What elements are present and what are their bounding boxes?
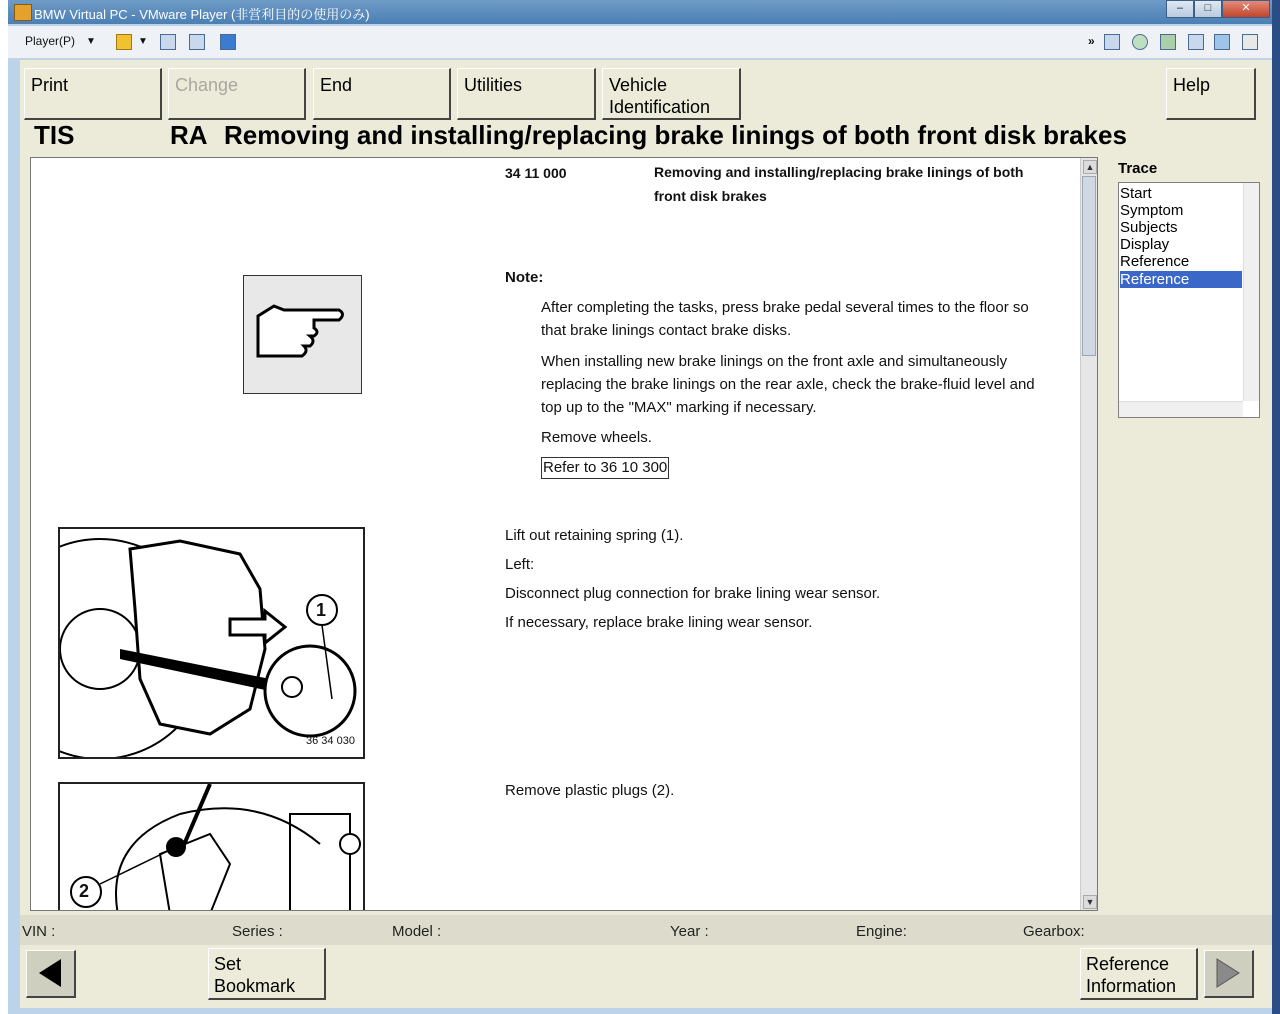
document-scrollbar[interactable] — [1080, 158, 1098, 910]
app-label: TIS — [34, 120, 75, 150]
player-menu-chevron-icon[interactable]: ▼ — [86, 36, 96, 47]
vin-label: VIN : — [22, 923, 56, 940]
step-remove-plugs: Remove plastic plugs (2). — [505, 782, 675, 799]
tis-client-area — [20, 60, 1272, 1008]
note-label: Note: — [505, 269, 544, 286]
trace-hscroll[interactable] — [1119, 401, 1243, 417]
figure1-code: 36 34 030 — [306, 735, 355, 747]
brake-caliper-figure — [58, 527, 365, 759]
ref-info-label-line2: Information — [1086, 976, 1177, 996]
app-icon — [14, 4, 32, 21]
note2-line1: When installing new brake linings on the front axle and simultaneously — [541, 353, 1008, 370]
cdrom-icon[interactable] — [1132, 34, 1148, 50]
figure1-callout: 1 — [316, 600, 327, 620]
note2-line2: replacing the brake linings on the rear axle, check the brake-fluid level and — [541, 376, 1035, 393]
print-button[interactable] — [24, 68, 162, 120]
help-label: Help — [1173, 75, 1211, 95]
step-lift-spring: Lift out retaining spring (1). — [505, 527, 684, 544]
title-bar[interactable] — [8, 0, 1272, 24]
change-button[interactable] — [168, 68, 306, 120]
trace-item-start[interactable]: Start — [1120, 185, 1152, 202]
message-icon[interactable] — [1242, 34, 1258, 50]
player-menu[interactable]: Player(P) — [25, 34, 76, 48]
restore-button[interactable]: □ — [1194, 0, 1222, 18]
scroll-up-icon[interactable]: ▲ — [1083, 160, 1097, 174]
figure2-callout: 2 — [79, 881, 90, 901]
step-disconnect-plug: Disconnect plug connection for brake lining wear sensor. — [505, 585, 881, 602]
trace-item-reference[interactable]: Reference — [1120, 253, 1190, 270]
window-title: BMW Virtual PC - VMware Player (非営利目的の使用のみ) — [34, 7, 370, 22]
series-label: Series : — [232, 923, 283, 940]
ref-info-label-line1: Reference — [1086, 954, 1170, 974]
forward-button[interactable] — [1204, 950, 1254, 998]
fullscreen-icon[interactable] — [189, 34, 205, 50]
trace-list[interactable] — [1118, 182, 1260, 418]
plastic-plugs-figure — [58, 782, 365, 911]
trace-item-display[interactable]: Display — [1120, 236, 1170, 253]
forward-arrow-icon — [1205, 951, 1251, 995]
unity-icon[interactable] — [220, 34, 236, 50]
close-button[interactable]: ✕ — [1222, 0, 1270, 18]
trace-label: Trace — [1118, 160, 1158, 177]
document-pane[interactable] — [30, 157, 1098, 911]
scroll-down-icon[interactable]: ▼ — [1083, 895, 1097, 909]
printer-icon[interactable] — [1188, 34, 1204, 50]
reference-link[interactable]: Refer to 36 10 300 — [541, 457, 669, 479]
vmware-window — [8, 0, 1272, 1014]
vehicle-status-bar — [20, 915, 1272, 945]
network-adapter-icon[interactable] — [1160, 34, 1176, 50]
set-bookmark-label-line2: Bookmark — [214, 976, 296, 996]
year-label: Year : — [670, 923, 709, 940]
model-label: Model : — [392, 923, 442, 940]
set-bookmark-label-line1: Set — [214, 954, 242, 974]
pause-icon[interactable] — [116, 34, 132, 50]
note2-line3: top up to the "MAX" marking if necessary. — [541, 399, 817, 416]
minimize-button[interactable]: – — [1166, 0, 1194, 18]
end-button[interactable] — [313, 68, 451, 120]
page-title: Removing and installing/replacing brake linings of both front disk brakes — [224, 120, 1127, 150]
trace-item-subjects[interactable]: Subjects — [1120, 219, 1178, 236]
document-title-line2: front disk brakes — [654, 188, 767, 204]
vehicle-identification-button[interactable] — [602, 68, 741, 120]
trace-vscroll[interactable] — [1243, 183, 1259, 401]
note1-line2: that brake linings contact brake disks. — [541, 322, 792, 339]
more-devices-icon[interactable]: » — [1088, 34, 1095, 48]
remove-wheels-text: Remove wheels. — [541, 429, 652, 446]
note-pointer-icon — [243, 275, 362, 394]
back-button[interactable] — [26, 950, 76, 998]
document-type: RA — [170, 120, 208, 150]
vehicle-id-label-line2: Identification — [609, 97, 711, 117]
utilities-button[interactable] — [457, 68, 596, 120]
note1-line1: After completing the tasks, press brake pedal several times to the floor so — [541, 299, 1029, 316]
sound-icon[interactable] — [1214, 34, 1230, 50]
trace-item-reference-selected[interactable]: Reference — [1120, 271, 1242, 288]
scroll-thumb[interactable] — [1082, 176, 1096, 356]
trace-item-symptom[interactable]: Symptom — [1120, 202, 1184, 219]
gearbox-label: Gearbox: — [1023, 923, 1085, 940]
document-code: 34 11 000 — [505, 165, 567, 181]
set-bookmark-button[interactable] — [208, 948, 326, 1000]
pause-chevron-icon[interactable]: ▼ — [138, 36, 148, 47]
step-replace-sensor: If necessary, replace brake lining wear sensor. — [505, 614, 813, 631]
harddisk-icon[interactable] — [1104, 34, 1120, 50]
back-arrow-icon — [27, 951, 73, 995]
reference-information-button[interactable] — [1080, 948, 1198, 1000]
change-label: Change — [175, 75, 239, 95]
vmware-toolbar — [8, 26, 1272, 59]
end-label: End — [320, 75, 353, 95]
print-label: Print — [31, 75, 69, 95]
vehicle-id-label-line1: Vehicle — [609, 75, 668, 95]
document-title-line1: Removing and installing/replacing brake linings of both — [654, 164, 1024, 180]
network-icon[interactable] — [160, 34, 176, 50]
step-left: Left: — [505, 556, 535, 573]
engine-label: Engine: — [856, 923, 907, 940]
help-button[interactable] — [1166, 68, 1256, 120]
utilities-label: Utilities — [464, 75, 523, 95]
